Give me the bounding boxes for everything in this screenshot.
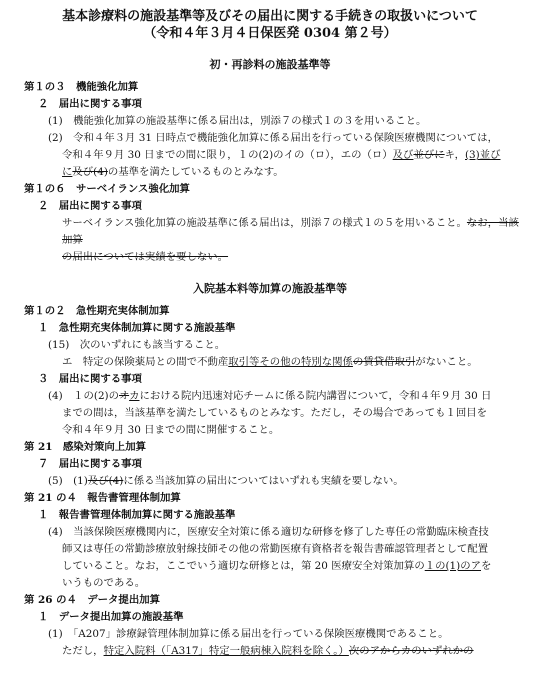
struck-text: オ <box>119 390 130 402</box>
struck-text: 及び(4) <box>87 475 124 487</box>
paragraph-continued: 令和４年９月 30 日までの間に開催すること。 <box>62 424 280 436</box>
paragraph <box>0 354 540 371</box>
text: エ 特定の保険薬局との間で不動産 <box>62 356 229 368</box>
item-heading: 第 21 の４ 報告書管理体制加算 <box>24 492 181 504</box>
paragraph: (1) 機能強化加算の施設基準に係る届出は，別添７の様式１の３を用いること。 <box>48 115 427 127</box>
subitem-heading: ２ 届出に関する事項 <box>38 98 142 110</box>
underlined-text: 及び <box>392 149 414 161</box>
subitem-heading: １ データ提出加算の施設基準 <box>38 611 184 623</box>
text: を <box>481 560 492 572</box>
paragraph-continued: 師又は専任の常勤診療放射線技師その他の常勤医療有資格者を報告書確認管理者として配置 <box>62 543 489 555</box>
underlined-text: １の(1)のア <box>424 560 481 572</box>
underlined-text: に <box>62 166 73 178</box>
section-heading: 初・再診料の施設基準等 <box>209 58 331 71</box>
subitem-heading: １ 報告書管理体制加算に関する施設基準 <box>38 509 236 521</box>
item-heading: 第 26 の４ データ提出加算 <box>24 594 160 606</box>
paragraph: (4) 当該保険医療機関内に，医療安全対策に係る適切な研修を修了した専任の常勤臨床検査技 <box>48 526 489 538</box>
subitem-heading: １ 急性期充実体制加算に関する施設基準 <box>38 322 236 334</box>
text: に係る当該加算の届出についてはいずれも実績を要しない。 <box>123 475 404 487</box>
text: していること。なお，ここでいう適切な研修とは，第 20 医療安全対策加算の <box>62 560 425 572</box>
item-heading: 第１の６ サーベイランス強化加算 <box>24 183 190 195</box>
underlined-text: (3)並び <box>465 149 501 161</box>
text: キ， <box>444 149 465 161</box>
text: (4) １の(2)の <box>48 390 119 402</box>
struck-text: の賃貸借取引 <box>352 356 416 368</box>
section-heading: 入院基本料等加算の施設基準等 <box>193 282 347 295</box>
struck-text: の届出については実績を要しない。 <box>62 251 229 263</box>
text: (5) (1) <box>48 475 88 487</box>
subitem-heading: ３ 届出に関する事項 <box>38 373 142 385</box>
paragraph-continued <box>0 643 540 660</box>
underlined-text: 取引等その他の特別な関係 <box>228 356 353 368</box>
document-subtitle: （令和４年３月４日保医発 0304 第２号） <box>143 26 397 41</box>
paragraph: (2) 令和４年３月 31 日時点で機能強化加算に係る届出を行っている保険医療機関については， <box>48 132 498 144</box>
text: サーベイランス強化加算の施設基準に係る届出は，別添７の様式１の５を用いること。 <box>62 217 467 229</box>
struck-text: 並びに <box>413 149 445 161</box>
text: がないこと。 <box>415 356 478 368</box>
item-heading: 第 21 感染対策向上加算 <box>24 441 146 453</box>
text: 令和４年９月 30 日までの間に限り，１の(2)のイの（ロ），エの（ロ） <box>62 149 393 161</box>
text: の基準を満たしているものとみなす。 <box>107 166 284 178</box>
paragraph-continued: までの間は，当該基準を満たしているものとみなす。ただし，その場合であっても１回目を <box>62 407 488 419</box>
item-heading: 第１の３ 機能強化加算 <box>24 81 139 93</box>
paragraph-continued <box>0 249 540 266</box>
text: における院内迅速対応チームに係る院内講習について，令和４年９月 30 日 <box>139 390 492 402</box>
paragraph <box>0 473 540 490</box>
paragraph <box>0 215 540 249</box>
text: ただし， <box>62 645 104 657</box>
paragraph: (1) 「A207」診療録管理体制加算に係る届出を行っている保険医療機関であること。 <box>48 628 449 640</box>
underlined-text: カ <box>129 390 140 402</box>
item-heading: 第１の２ 急性期充実体制加算 <box>24 305 170 317</box>
subitem-heading: ２ 届出に関する事項 <box>38 200 142 212</box>
paragraph-continued: いうものである。 <box>62 577 146 589</box>
paragraph: (15) 次のいずれにも該当すること。 <box>48 339 226 351</box>
struck-text: 次のアからカのいずれかの <box>348 645 474 657</box>
paragraph-continued <box>0 147 540 164</box>
paragraph <box>0 388 540 405</box>
underlined-text: 特定入院料（「A317」特定一般病棟入院料を除く。） <box>103 645 349 657</box>
struck-text: 及び(4) <box>72 166 108 178</box>
document-title: 基本診療料の施設基準等及びその届出に関する手続きの取扱いについて <box>62 9 478 24</box>
subitem-heading: ７ 届出に関する事項 <box>38 458 142 470</box>
paragraph-continued <box>0 164 540 181</box>
struck-text: なお，当該加算 <box>62 217 519 246</box>
paragraph-continued <box>0 558 540 575</box>
